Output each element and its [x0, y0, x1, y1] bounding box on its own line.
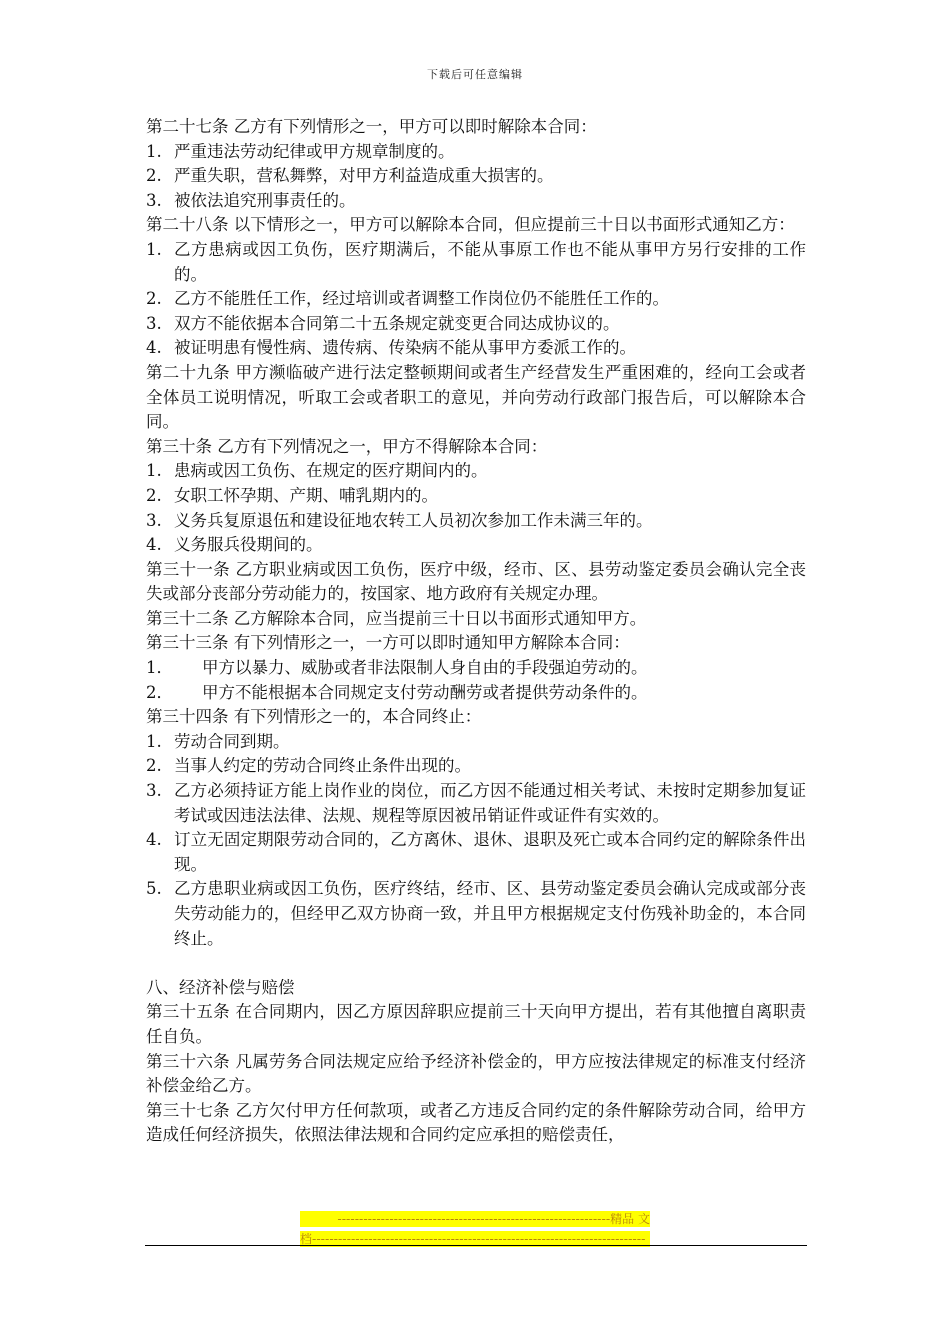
- list-item-text: 被证明患有慢性病、遗传病、传染病不能从事甲方委派工作的。: [174, 338, 636, 358]
- paragraph: 第三十条 乙方有下列情况之一，甲方不得解除本合同：: [146, 436, 548, 456]
- list-item-number: 2.: [146, 756, 162, 776]
- list-item-text: 患病或因工负伤、在规定的医疗期间内的。: [174, 461, 488, 481]
- paragraph: 第三十四条 有下列情形之一的，本合同终止：: [146, 707, 482, 727]
- list-item-text: 订立无固定期限劳动合同的，乙方离休、退休、退职及死亡或本合同约定的解除条件出现。: [174, 830, 806, 874]
- list-item: [146, 189, 806, 214]
- list-item: [146, 238, 806, 287]
- list-item: [146, 484, 806, 509]
- footer-divider: [145, 1245, 807, 1246]
- list-item-text: 被依法追究刑事责任的。: [174, 190, 356, 210]
- list-item-number: 3.: [146, 313, 162, 333]
- list-item-text: 乙方必须持证方能上岗作业的岗位，而乙方因不能通过相关考试、未按时定期参加复证考试或因违法法律、法规、规程等原因被吊销证件或证件有实效的。: [174, 781, 806, 825]
- footer-watermark-line-2: 档-----------------------------------------------------------------------------: [300, 1231, 650, 1247]
- list-item-number: 3.: [146, 190, 162, 210]
- list-item: [146, 779, 806, 828]
- list-item-number: 4.: [146, 830, 162, 850]
- paragraph: 第二十七条 乙方有下列情形之一，甲方可以即时解除本合同：: [146, 117, 597, 136]
- paragraph: 第三十五条 在合同期内，因乙方原因辞职应提前三十天向甲方提出，若有其他擅自离职责任自负。: [146, 1002, 806, 1046]
- list-item-number: 3.: [146, 781, 162, 801]
- footer-watermark-line-1: ---------------------------------------------------------------精品 文: [300, 1211, 650, 1227]
- list-item-text: 双方不能依据本合同第二十五条规定就变更合同达成协议的。: [174, 313, 620, 333]
- list-item-text: 严重失职，营私舞弊，对甲方利益造成重大损害的。: [174, 166, 554, 186]
- list-item: [146, 140, 806, 165]
- list-item: [146, 287, 806, 312]
- list-item: [146, 312, 806, 337]
- list-item: [146, 681, 806, 706]
- list-item: [146, 336, 806, 361]
- document-body: [146, 115, 806, 1148]
- list-item-number: 1.: [146, 141, 162, 161]
- list-item-number: 4.: [146, 338, 162, 358]
- list-item-text: 甲方以暴力、威胁或者非法限制人身自由的手段强迫劳动的。: [202, 658, 648, 678]
- paragraph: 第三十三条 有下列情形之一，一方可以即时通知甲方解除本合同：: [146, 633, 630, 653]
- list-item-number: 2．: [146, 682, 173, 702]
- paragraph: 八、经济补偿与赔偿: [146, 977, 295, 997]
- list-item-number: 1.: [146, 731, 162, 751]
- list-item-text: 劳动合同到期。: [174, 731, 290, 751]
- list-item-text: 乙方不能胜任工作，经过培训或者调整工作岗位仍不能胜任工作的。: [174, 289, 669, 309]
- list-item-text: 义务服兵役期间的。: [174, 535, 323, 555]
- paragraph: 第二十八条 以下情形之一，甲方可以解除本合同，但应提前三十日以书面形式通知乙方：: [146, 215, 795, 235]
- list-item-number: 2.: [146, 289, 162, 309]
- list-item: [146, 459, 806, 484]
- list-item-text: 女职工怀孕期、产期、哺乳期内的。: [174, 485, 438, 505]
- list-item: [146, 656, 806, 681]
- page-header: 下载后可任意编辑: [427, 68, 523, 81]
- list-item-number: 2.: [146, 485, 162, 505]
- paragraph: 第三十六条 凡属劳务合同法规定应给予经济补偿金的，甲方应按法律规定的标准支付经济补偿金给乙方。: [146, 1051, 806, 1096]
- paragraph: 第二十九条 甲方濒临破产进行法定整顿期间或者生产经营发生严重困难的，经向工会或者全体员工说明情况，听取工会或者职工的意见，并向劳动行政部门报告后，可以解除本合同。: [146, 362, 806, 432]
- list-item: [146, 730, 806, 755]
- list-item-number: 2.: [146, 166, 162, 186]
- paragraph: 第三十二条 乙方解除本合同，应当提前三十日以书面形式通知甲方。: [146, 608, 647, 628]
- list-item-number: 3.: [146, 510, 162, 530]
- list-item: [146, 509, 806, 534]
- list-item-text: 当事人约定的劳动合同终止条件出现的。: [174, 756, 471, 776]
- list-item-number: 1.: [146, 239, 162, 259]
- list-item: [146, 828, 806, 877]
- paragraph: 第三十一条 乙方职业病或因工负伤，医疗中级，经市、区、县劳动鉴定委员会确认完全丧失或部分丧部分劳动能力的，按国家、地方政府有关规定办理。: [146, 559, 806, 604]
- blank-line: [146, 951, 806, 976]
- list-item-text: 乙方患职业病或因工负伤，医疗终结，经市、区、县劳动鉴定委员会确认完成或部分丧失劳动能力的，但经甲乙双方协商一致，并且甲方根据规定支付伤残补助金的，本合同终止。: [174, 879, 806, 948]
- list-item-text: 甲方不能根据本合同规定支付劳动酬劳或者提供劳动条件的。: [202, 682, 648, 702]
- list-item-number: 5.: [146, 879, 162, 899]
- list-item-text: 严重违法劳动纪律或甲方规章制度的。: [174, 141, 455, 161]
- paragraph: 第三十七条 乙方欠付甲方任何款项，或者乙方违反合同约定的条件解除劳动合同，给甲方造成任何经济损失，依照法律法规和合同约定应承担的赔偿责任，: [146, 1100, 806, 1145]
- list-item-number: 1．: [146, 658, 173, 678]
- list-item: [146, 877, 806, 951]
- list-item-number: 1.: [146, 461, 162, 481]
- list-item-text: 义务兵复原退伍和建设征地农转工人员初次参加工作未满三年的。: [174, 510, 653, 530]
- list-item: [146, 164, 806, 189]
- list-item-number: 4.: [146, 535, 162, 555]
- list-item-text: 乙方患病或因工负伤，医疗期满后，不能从事原工作也不能从事甲方另行安排的工作的。: [174, 239, 806, 284]
- list-item: [146, 754, 806, 779]
- list-item: [146, 533, 806, 558]
